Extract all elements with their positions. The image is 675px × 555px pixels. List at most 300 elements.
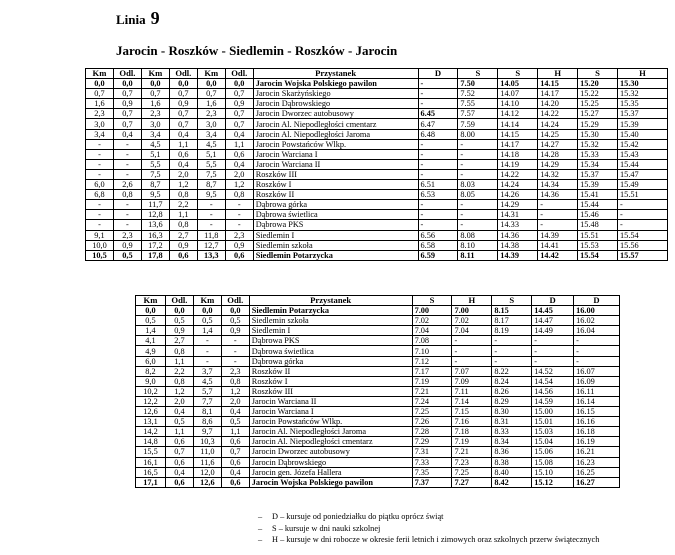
table-cell: 5,5: [197, 159, 225, 169]
column-header: Km: [193, 296, 221, 306]
table-cell: 12,0: [193, 467, 221, 477]
table-cell: 15.32: [578, 139, 618, 149]
table-cell: 0,7: [141, 89, 169, 99]
table-cell: 16.14: [574, 396, 620, 406]
table-cell: -: [532, 336, 574, 346]
table-cell: 0,0: [113, 79, 141, 89]
table-cell: 7.12: [412, 356, 452, 366]
table-cell: 0,4: [169, 129, 197, 139]
table-cell: 14.29: [498, 200, 538, 210]
line-number: 9: [150, 8, 160, 28]
column-header: S: [492, 296, 532, 306]
table-cell: 7.24: [412, 396, 452, 406]
table-cell: -: [225, 220, 253, 230]
column-header: S: [578, 69, 618, 79]
table-cell: -: [113, 200, 141, 210]
table-cell: 7.25: [412, 407, 452, 417]
table-row: [136, 407, 620, 417]
table-cell: 15.03: [532, 427, 574, 437]
table-cell: -: [418, 89, 458, 99]
table-cell: 15.32: [618, 89, 668, 99]
table-cell: 14.47: [532, 316, 574, 326]
table-cell: 7.55: [458, 99, 498, 109]
legend-item-d: – D – kursuje od poniedziałku do piątku oprócz świąt: [258, 512, 444, 521]
table-cell: -: [492, 346, 532, 356]
table-cell: 0,7: [169, 119, 197, 129]
table-cell: -: [86, 200, 114, 210]
stop-name-cell: Jarocin Al. Niepodległości Jaroma: [249, 427, 412, 437]
table-cell: -: [418, 220, 458, 230]
table-cell: -: [458, 159, 498, 169]
table-cell: 2,3: [113, 230, 141, 240]
table-cell: 8.17: [492, 316, 532, 326]
table-cell: 1,2: [169, 180, 197, 190]
table-cell: 8,7: [141, 180, 169, 190]
table-cell: 7.10: [412, 346, 452, 356]
table-cell: 8.33: [492, 427, 532, 437]
table-cell: 1,1: [169, 139, 197, 149]
table-cell: 15.54: [618, 230, 668, 240]
table-cell: 10,0: [86, 240, 114, 250]
table-cell: 16,1: [136, 457, 166, 467]
table-cell: 6.47: [418, 119, 458, 129]
table-cell: 0,6: [165, 457, 193, 467]
table-cell: -: [113, 139, 141, 149]
table-cell: 15.39: [618, 119, 668, 129]
table-cell: 7,5: [197, 169, 225, 179]
table-cell: 14.14: [498, 119, 538, 129]
table-cell: -: [458, 200, 498, 210]
table-cell: 7.25: [452, 467, 492, 477]
table-cell: 0,5: [193, 316, 221, 326]
table-row: [136, 356, 620, 366]
table-cell: -: [418, 159, 458, 169]
stop-name-cell: Jarocin Warciana I: [253, 149, 418, 159]
table-cell: 17,2: [141, 240, 169, 250]
table-cell: 0,5: [165, 417, 193, 427]
table-cell: 14.17: [538, 89, 578, 99]
table-cell: -: [86, 220, 114, 230]
legend-item-h: – H – kursuje w dni robocze w okresie ferii letnich i zimowych oraz szkolnych przerw świątecznych: [258, 535, 600, 544]
table-cell: 7.00: [452, 306, 492, 316]
table-cell: 16,3: [141, 230, 169, 240]
table-cell: 3,4: [141, 129, 169, 139]
table-cell: 9,0: [136, 376, 166, 386]
table-cell: 0,4: [221, 467, 249, 477]
table-cell: 8.34: [492, 437, 532, 447]
table-cell: 0,7: [113, 109, 141, 119]
table-cell: 14.19: [498, 159, 538, 169]
table-cell: -: [492, 336, 532, 346]
table-row: [86, 210, 668, 220]
table-cell: 0,6: [225, 250, 253, 260]
table-cell: 7.27: [452, 477, 492, 487]
table-row: [86, 129, 668, 139]
table-cell: 11,0: [193, 447, 221, 457]
column-header: D: [418, 69, 458, 79]
table-cell: 8,6: [193, 417, 221, 427]
table-cell: 10,3: [193, 437, 221, 447]
column-header: S: [458, 69, 498, 79]
table-cell: 6.45: [418, 109, 458, 119]
table-cell: 15.06: [532, 447, 574, 457]
table-cell: 8.31: [492, 417, 532, 427]
table-cell: 14.27: [538, 139, 578, 149]
table-cell: 2,3: [141, 109, 169, 119]
table-cell: 15.37: [618, 109, 668, 119]
table-cell: -: [197, 220, 225, 230]
table-cell: 2,7: [169, 230, 197, 240]
table-cell: 10,2: [136, 386, 166, 396]
table-cell: 15.01: [532, 417, 574, 427]
table-cell: 0,4: [221, 407, 249, 417]
table-cell: 12,8: [141, 210, 169, 220]
stop-name-cell: Dąbrowa świetlica: [253, 210, 418, 220]
stop-name-cell: Roszków II: [249, 366, 412, 376]
timetable-outbound: [85, 68, 668, 261]
table-cell: 0,7: [165, 447, 193, 457]
table-cell: 2,6: [113, 180, 141, 190]
table-cell: 14.18: [498, 149, 538, 159]
table-row: [86, 230, 668, 240]
timetable-return: [135, 295, 620, 488]
table-row: [86, 180, 668, 190]
table-cell: 0,0: [86, 79, 114, 89]
stop-name-cell: Siedlemin szkoła: [253, 240, 418, 250]
table-cell: 12,6: [193, 477, 221, 487]
table-cell: 7.17: [412, 366, 452, 376]
table-cell: 0,5: [221, 316, 249, 326]
table-cell: 7.18: [452, 427, 492, 437]
table-cell: 2,0: [221, 396, 249, 406]
table-cell: 14.56: [532, 386, 574, 396]
table-cell: 14.59: [532, 396, 574, 406]
column-header: Odl.: [169, 69, 197, 79]
stop-name-cell: Jarocin Warciana II: [253, 159, 418, 169]
table-cell: 6.59: [418, 250, 458, 260]
table-cell: 6.48: [418, 129, 458, 139]
stop-name-cell: Jarocin Dworzec autobusowy: [253, 109, 418, 119]
table-cell: 0,9: [113, 240, 141, 250]
line-label: Linia: [116, 12, 146, 27]
table-cell: 15.46: [578, 210, 618, 220]
table-cell: 8.30: [492, 407, 532, 417]
table-cell: 16.00: [574, 306, 620, 316]
column-header: Km: [141, 69, 169, 79]
table-row: [86, 119, 668, 129]
table-cell: 7.19: [412, 376, 452, 386]
stop-name-cell: Siedlemin Potarzycka: [253, 250, 418, 260]
table-cell: 12,2: [136, 396, 166, 406]
table-cell: 8.19: [492, 326, 532, 336]
table-row: [136, 366, 620, 376]
table-row: [86, 89, 668, 99]
table-cell: -: [221, 336, 249, 346]
stop-name-cell: Jarocin Al. Niepodległości cmentarz: [253, 119, 418, 129]
table-row: [136, 326, 620, 336]
table-cell: 14.54: [532, 376, 574, 386]
table-cell: -: [221, 346, 249, 356]
table-cell: 7.21: [452, 447, 492, 457]
table-cell: 3,0: [141, 119, 169, 129]
table-cell: 15.12: [532, 477, 574, 487]
table-cell: 0,8: [165, 376, 193, 386]
table-cell: 7.16: [452, 417, 492, 427]
table-cell: 14.22: [498, 169, 538, 179]
table-row: [86, 109, 668, 119]
table-cell: 16.02: [574, 316, 620, 326]
table-cell: 15.34: [578, 159, 618, 169]
table-cell: 15.44: [578, 200, 618, 210]
table-cell: 7.04: [452, 326, 492, 336]
table-cell: -: [193, 336, 221, 346]
column-header: Km: [86, 69, 114, 79]
table-cell: 7.23: [452, 457, 492, 467]
table-cell: 16.11: [574, 386, 620, 396]
table-cell: 14.36: [538, 190, 578, 200]
table-cell: 14.22: [538, 109, 578, 119]
table-cell: 14.38: [498, 240, 538, 250]
stop-name-cell: Siedlemin szkoła: [249, 316, 412, 326]
table-cell: 0,7: [169, 89, 197, 99]
table-cell: 15.57: [618, 250, 668, 260]
table-cell: 16.07: [574, 366, 620, 376]
table-cell: 0,0: [193, 306, 221, 316]
table-cell: -: [86, 149, 114, 159]
table-cell: 2,3: [86, 109, 114, 119]
table-cell: 0,7: [86, 89, 114, 99]
table-cell: 2,3: [197, 109, 225, 119]
stop-name-cell: Roszków III: [249, 386, 412, 396]
table-cell: -: [618, 210, 668, 220]
table-cell: -: [458, 169, 498, 179]
table-cell: 14.49: [532, 326, 574, 336]
table-cell: 1,4: [136, 326, 166, 336]
table-cell: 14.39: [498, 250, 538, 260]
table-cell: -: [618, 200, 668, 210]
table-cell: 0,8: [169, 190, 197, 200]
table-row: [136, 417, 620, 427]
table-row: [136, 386, 620, 396]
table-row: [136, 346, 620, 356]
table-cell: 9,5: [141, 190, 169, 200]
table-cell: 7.00: [412, 306, 452, 316]
table-cell: 4,5: [193, 376, 221, 386]
table-cell: 7.59: [458, 119, 498, 129]
table-cell: 8.24: [492, 376, 532, 386]
table-cell: 13,1: [136, 417, 166, 427]
table-row: [136, 457, 620, 467]
table-cell: -: [193, 346, 221, 356]
table-cell: 15.51: [578, 230, 618, 240]
table-cell: 7.31: [412, 447, 452, 457]
stop-name-cell: Siedlemin Potarzycka: [249, 306, 412, 316]
table-cell: 8.29: [492, 396, 532, 406]
table-cell: 0,6: [165, 477, 193, 487]
table-cell: 14.15: [498, 129, 538, 139]
table-cell: 15.48: [578, 220, 618, 230]
table-cell: -: [418, 99, 458, 109]
table-cell: 15.29: [578, 119, 618, 129]
table-cell: 7.02: [412, 316, 452, 326]
column-header: D: [532, 296, 574, 306]
stop-name-cell: Jarocin Warciana II: [249, 396, 412, 406]
stop-name-cell: Jarocin Al. Niepodległości Jaroma: [253, 129, 418, 139]
table-cell: -: [113, 169, 141, 179]
table-cell: 1,1: [169, 210, 197, 220]
table-cell: 14.34: [538, 180, 578, 190]
table-cell: 4,5: [197, 139, 225, 149]
table-cell: 16.04: [574, 326, 620, 336]
table-cell: 15.33: [578, 149, 618, 159]
table-cell: 0,7: [225, 109, 253, 119]
table-cell: 1,2: [221, 386, 249, 396]
table-cell: 0,6: [221, 457, 249, 467]
table-cell: -: [86, 210, 114, 220]
table-cell: 14.20: [538, 99, 578, 109]
table-cell: 8.03: [458, 180, 498, 190]
table-cell: 0,4: [169, 159, 197, 169]
table-cell: 8,7: [197, 180, 225, 190]
table-cell: 5,1: [141, 149, 169, 159]
table-row: [136, 316, 620, 326]
table-cell: 14.41: [538, 240, 578, 250]
table-cell: -: [532, 346, 574, 356]
table-row: [136, 336, 620, 346]
table-cell: -: [197, 200, 225, 210]
table-cell: 5,1: [197, 149, 225, 159]
table-cell: -: [86, 139, 114, 149]
stop-name-cell: Jarocin gen. Józefa Hallera: [249, 467, 412, 477]
stop-name-cell: Dąbrowa PKS: [253, 220, 418, 230]
table-cell: 15.04: [532, 437, 574, 447]
table-cell: -: [458, 139, 498, 149]
table-cell: 15.53: [578, 240, 618, 250]
table-cell: 15.56: [618, 240, 668, 250]
table-cell: 7.08: [412, 336, 452, 346]
table-cell: 11,8: [197, 230, 225, 240]
column-header: Km: [136, 296, 166, 306]
table-row: [136, 437, 620, 447]
column-header: Odl.: [225, 69, 253, 79]
table-cell: 0,0: [225, 79, 253, 89]
table-cell: 0,7: [169, 109, 197, 119]
stop-name-cell: Roszków I: [249, 376, 412, 386]
table-cell: 8.10: [458, 240, 498, 250]
table-cell: 16.27: [574, 477, 620, 487]
table-row: [86, 190, 668, 200]
table-cell: 0,9: [165, 326, 193, 336]
table-cell: 9,5: [197, 190, 225, 200]
table-cell: -: [418, 200, 458, 210]
stop-name-cell: Siedlemin I: [249, 326, 412, 336]
table-cell: 15.30: [578, 129, 618, 139]
table-cell: -: [418, 149, 458, 159]
table-cell: 7.52: [458, 89, 498, 99]
table-cell: 0,9: [169, 99, 197, 109]
table-row: [86, 159, 668, 169]
table-cell: 7.07: [452, 366, 492, 376]
table-cell: -: [113, 159, 141, 169]
table-cell: 7,7: [193, 396, 221, 406]
table-cell: -: [418, 210, 458, 220]
table-cell: 15.54: [578, 250, 618, 260]
column-header: Odl.: [165, 296, 193, 306]
table-cell: -: [225, 200, 253, 210]
table-cell: -: [532, 356, 574, 366]
stop-name-cell: Dąbrowa górka: [249, 356, 412, 366]
table-cell: 9,7: [193, 427, 221, 437]
column-header: Przystanek: [253, 69, 418, 79]
table-cell: 6,0: [86, 180, 114, 190]
table-cell: 5,5: [141, 159, 169, 169]
table-cell: 6.53: [418, 190, 458, 200]
table-cell: 7.21: [412, 386, 452, 396]
table-row: [86, 200, 668, 210]
table-cell: -: [452, 346, 492, 356]
table-row: [86, 139, 668, 149]
table-cell: 9,1: [86, 230, 114, 240]
table-cell: 15.10: [532, 467, 574, 477]
table-cell: 8,1: [193, 407, 221, 417]
table-cell: -: [574, 346, 620, 356]
table-cell: 0,6: [169, 250, 197, 260]
stop-name-cell: Jarocin Wojska Polskiego pawilon: [249, 477, 412, 487]
table-cell: 14,2: [136, 427, 166, 437]
table-cell: 17,8: [141, 250, 169, 260]
stop-name-cell: Jarocin Warciana I: [249, 407, 412, 417]
stop-name-cell: Roszków III: [253, 169, 418, 179]
table-cell: 8.38: [492, 457, 532, 467]
table-cell: 14.24: [498, 180, 538, 190]
table-row: [136, 447, 620, 457]
table-cell: 4,9: [136, 346, 166, 356]
table-cell: -: [452, 356, 492, 366]
table-cell: 15.30: [618, 79, 668, 89]
table-cell: 15.44: [618, 159, 668, 169]
table-cell: 16.15: [574, 407, 620, 417]
table-cell: -: [458, 149, 498, 159]
table-cell: 0,8: [169, 220, 197, 230]
table-cell: 16.21: [574, 447, 620, 457]
table-cell: 12,7: [197, 240, 225, 250]
table-cell: 0,4: [165, 407, 193, 417]
table-cell: 0,6: [225, 149, 253, 159]
table-cell: 7.02: [452, 316, 492, 326]
table-cell: 14.26: [498, 190, 538, 200]
table-cell: 7.35: [412, 467, 452, 477]
table-cell: 7.15: [452, 407, 492, 417]
table-cell: 13,3: [197, 250, 225, 260]
table-cell: 0,6: [169, 149, 197, 159]
table-cell: 14.33: [498, 220, 538, 230]
table-cell: -: [113, 210, 141, 220]
table-cell: 16.25: [574, 467, 620, 477]
table-cell: 0,5: [136, 316, 166, 326]
stop-name-cell: Jarocin Skarżyńskiego: [253, 89, 418, 99]
table-cell: 1,1: [221, 427, 249, 437]
table-cell: 1,1: [225, 139, 253, 149]
table-cell: 8.11: [458, 250, 498, 260]
table-row: [136, 396, 620, 406]
table-row: [136, 306, 620, 316]
table-cell: -: [418, 169, 458, 179]
table-cell: 14.05: [498, 79, 538, 89]
stop-name-cell: Dąbrowa PKS: [249, 336, 412, 346]
table-cell: 2,2: [169, 200, 197, 210]
table-cell: 7.19: [452, 437, 492, 447]
table-cell: 14.32: [538, 169, 578, 179]
